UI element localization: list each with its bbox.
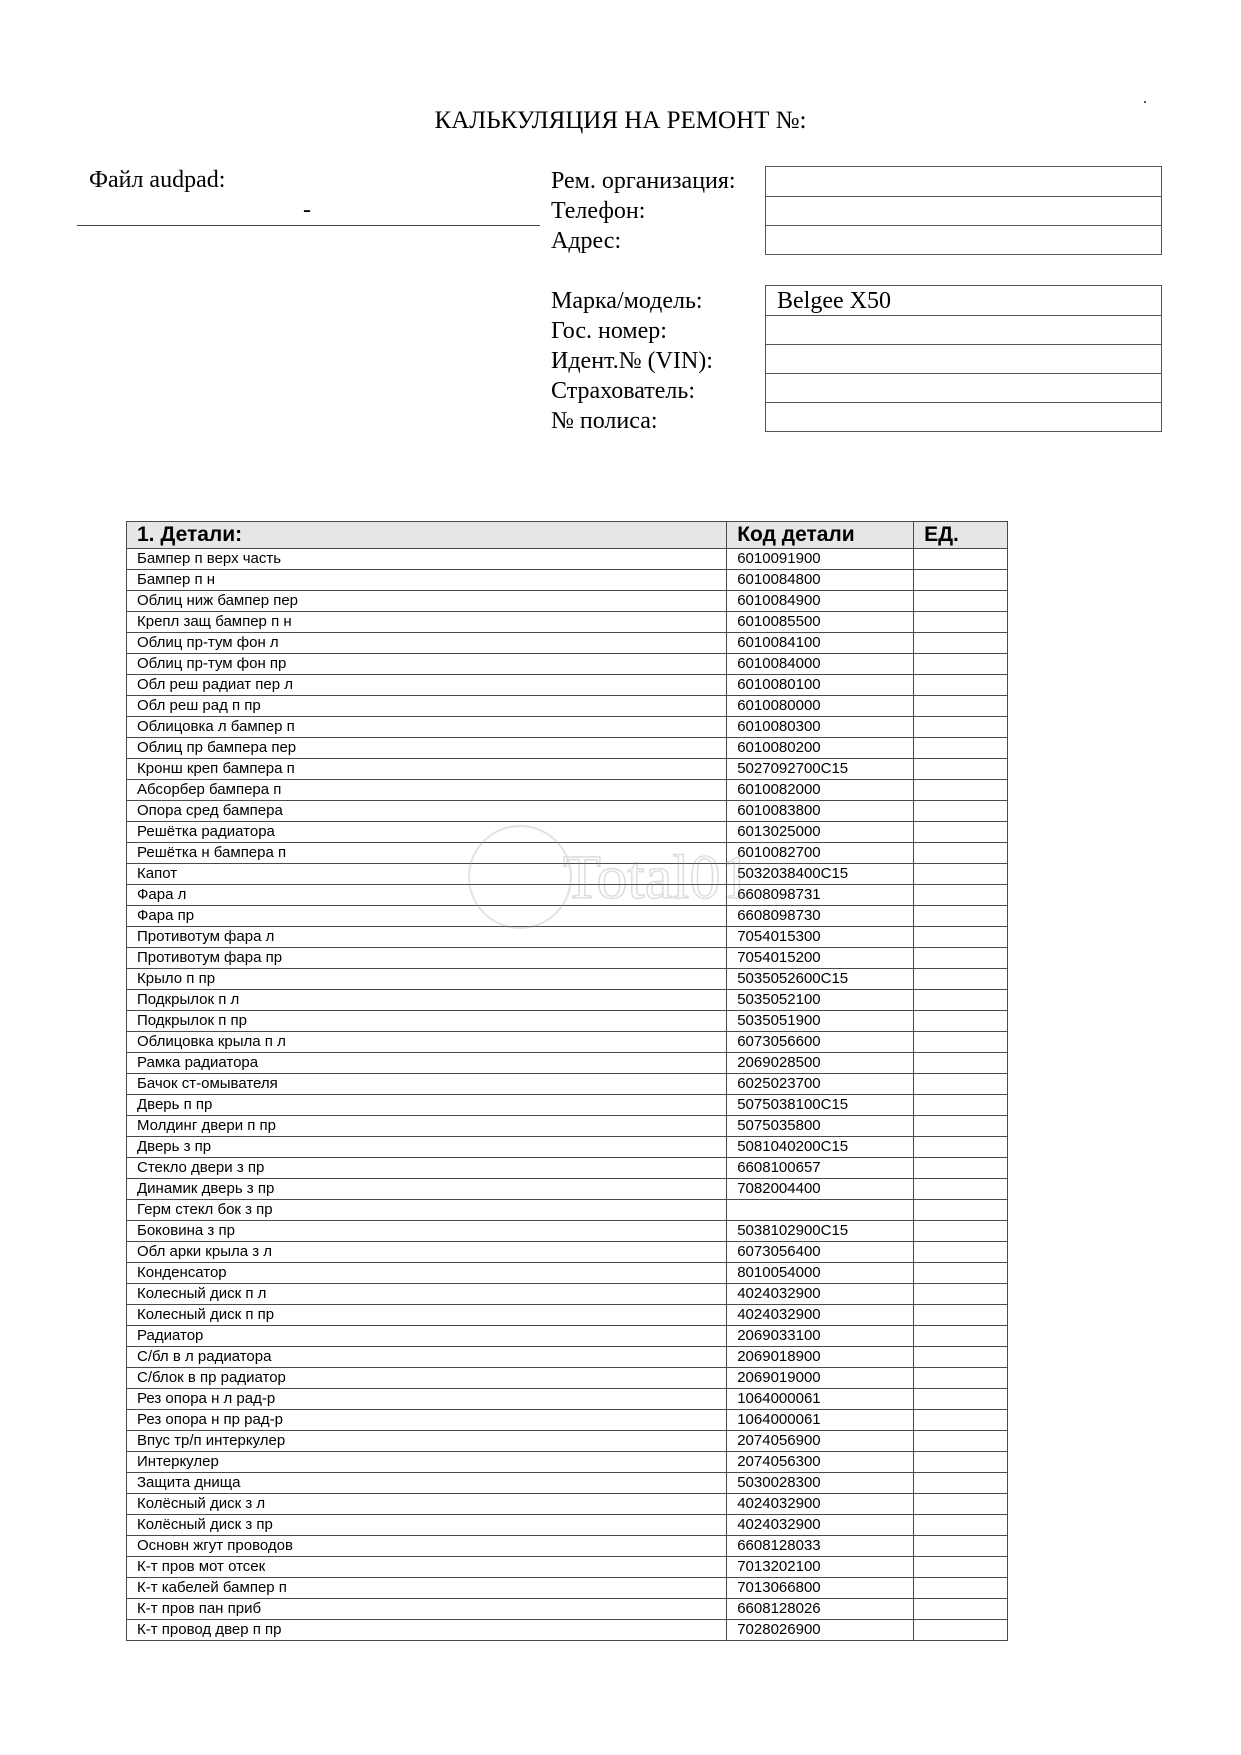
table-row <box>127 654 1008 675</box>
part-code-cell: 6073056400 <box>727 1242 914 1263</box>
part-code-cell: 6010080300 <box>727 717 914 738</box>
file-value: - <box>303 197 311 223</box>
part-code-cell: 6010085500 <box>727 612 914 633</box>
part-unit-cell <box>914 1221 1008 1242</box>
table-row <box>127 1431 1008 1452</box>
header-code: Код детали <box>727 522 914 549</box>
scan-dot-mark <box>1144 101 1146 103</box>
part-unit-cell <box>914 675 1008 696</box>
part-name-cell: Дверь з пр <box>127 1137 727 1158</box>
part-name-cell: Защита днища <box>127 1473 727 1494</box>
table-row <box>127 1557 1008 1578</box>
part-code-cell: 4024032900 <box>727 1305 914 1326</box>
part-code-cell: 6010080000 <box>727 696 914 717</box>
table-row <box>127 1473 1008 1494</box>
part-name-cell: Конденсатор <box>127 1263 727 1284</box>
table-row <box>127 1200 1008 1221</box>
part-unit-cell <box>914 1368 1008 1389</box>
part-name-cell: Бампер п верх часть <box>127 549 727 570</box>
part-code-cell: 5038102900C15 <box>727 1221 914 1242</box>
table-row <box>127 1389 1008 1410</box>
part-name-cell: С/бл в л радиатора <box>127 1347 727 1368</box>
parts-table <box>126 521 1008 1641</box>
part-unit-cell <box>914 843 1008 864</box>
part-unit-cell <box>914 759 1008 780</box>
table-row <box>127 969 1008 990</box>
part-unit-cell <box>914 906 1008 927</box>
part-name-cell: Облиц ниж бампер пер <box>127 591 727 612</box>
part-unit-cell <box>914 990 1008 1011</box>
part-unit-cell <box>914 654 1008 675</box>
part-code-cell: 6010084000 <box>727 654 914 675</box>
file-label: Файл audpad: <box>89 167 226 193</box>
part-name-cell: Опора сред бампера <box>127 801 727 822</box>
part-unit-cell <box>914 969 1008 990</box>
part-unit-cell <box>914 696 1008 717</box>
part-name-cell: Стекло двери з пр <box>127 1158 727 1179</box>
table-row <box>127 885 1008 906</box>
plate-label: Гос. номер: <box>551 318 667 344</box>
vehicle-labels <box>551 286 713 436</box>
part-name-cell: Абсорбер бампера п <box>127 780 727 801</box>
table-row <box>127 1158 1008 1179</box>
part-code-cell: 7028026900 <box>727 1620 914 1641</box>
table-row <box>127 696 1008 717</box>
policy-label: № полиса: <box>551 408 658 434</box>
part-code-cell: 5035052100 <box>727 990 914 1011</box>
part-unit-cell <box>914 1536 1008 1557</box>
part-code-cell: 7013202100 <box>727 1557 914 1578</box>
table-row <box>127 1116 1008 1137</box>
table-row <box>127 759 1008 780</box>
part-unit-cell <box>914 1347 1008 1368</box>
part-name-cell: Динамик дверь з пр <box>127 1179 727 1200</box>
part-code-cell: 6010084800 <box>727 570 914 591</box>
org-label: Рем. организация: <box>551 168 736 194</box>
part-code-cell: 2069019000 <box>727 1368 914 1389</box>
table-row <box>127 1536 1008 1557</box>
part-code-cell: 2074056900 <box>727 1431 914 1452</box>
part-name-cell: Крепл защ бампер п н <box>127 612 727 633</box>
table-header-row <box>127 522 1008 549</box>
part-name-cell: Впус тр/п интеркулер <box>127 1431 727 1452</box>
part-code-cell: 6073056600 <box>727 1032 914 1053</box>
part-unit-cell <box>914 1515 1008 1536</box>
part-name-cell: Облицовка крыла п л <box>127 1032 727 1053</box>
header-parts: 1. Детали: <box>127 522 727 549</box>
table-row <box>127 1032 1008 1053</box>
file-underline <box>77 225 540 226</box>
policy-field[interactable] <box>766 402 1161 431</box>
part-unit-cell <box>914 927 1008 948</box>
part-code-cell: 2069018900 <box>727 1347 914 1368</box>
part-unit-cell <box>914 822 1008 843</box>
table-row <box>127 1578 1008 1599</box>
part-name-cell: Рез опора н л рад-р <box>127 1389 727 1410</box>
table-row <box>127 1347 1008 1368</box>
part-code-cell: 1064000061 <box>727 1410 914 1431</box>
part-code-cell: 4024032900 <box>727 1494 914 1515</box>
part-code-cell: 5075038100C15 <box>727 1095 914 1116</box>
part-code-cell: 6608128033 <box>727 1536 914 1557</box>
part-name-cell: Облицовка л бампер п <box>127 717 727 738</box>
table-row <box>127 1053 1008 1074</box>
part-name-cell: Противотум фара пр <box>127 948 727 969</box>
insured-label: Страхователь: <box>551 378 695 404</box>
table-row <box>127 1221 1008 1242</box>
part-unit-cell <box>914 1242 1008 1263</box>
part-unit-cell <box>914 591 1008 612</box>
part-unit-cell <box>914 1431 1008 1452</box>
org-field[interactable] <box>766 167 1161 196</box>
insured-field[interactable] <box>766 373 1161 402</box>
plate-field[interactable] <box>766 315 1161 344</box>
table-row <box>127 1326 1008 1347</box>
part-name-cell: Дверь п пр <box>127 1095 727 1116</box>
table-row <box>127 1263 1008 1284</box>
part-unit-cell <box>914 1116 1008 1137</box>
part-code-cell: 5030028300 <box>727 1473 914 1494</box>
part-code-cell: 2069033100 <box>727 1326 914 1347</box>
part-name-cell: Обл арки крыла з л <box>127 1242 727 1263</box>
part-code-cell: 2069028500 <box>727 1053 914 1074</box>
table-row <box>127 1620 1008 1641</box>
part-unit-cell <box>914 1053 1008 1074</box>
part-code-cell: 4024032900 <box>727 1284 914 1305</box>
part-code-cell: 7082004400 <box>727 1179 914 1200</box>
table-row <box>127 843 1008 864</box>
part-name-cell: Колесный диск п пр <box>127 1305 727 1326</box>
part-code-cell: 5035051900 <box>727 1011 914 1032</box>
table-row <box>127 1284 1008 1305</box>
part-unit-cell <box>914 1599 1008 1620</box>
part-unit-cell <box>914 1557 1008 1578</box>
part-code-cell: 6010084100 <box>727 633 914 654</box>
part-unit-cell <box>914 885 1008 906</box>
part-unit-cell <box>914 780 1008 801</box>
document-title: КАЛЬКУЛЯЦИЯ НА РЕМОНТ №: <box>434 107 807 134</box>
table-row <box>127 675 1008 696</box>
part-name-cell: Колёсный диск з пр <box>127 1515 727 1536</box>
part-code-cell: 5027092700C15 <box>727 759 914 780</box>
part-name-cell: Фара пр <box>127 906 727 927</box>
address-label: Адрес: <box>551 228 622 254</box>
part-name-cell: Капот <box>127 864 727 885</box>
table-row <box>127 1137 1008 1158</box>
vin-field[interactable] <box>766 344 1161 373</box>
part-code-cell: 6608098731 <box>727 885 914 906</box>
part-unit-cell <box>914 1074 1008 1095</box>
table-row <box>127 1515 1008 1536</box>
part-unit-cell <box>914 1032 1008 1053</box>
header-unit: ЕД. <box>914 522 1008 549</box>
model-label: Марка/модель: <box>551 288 703 314</box>
part-code-cell: 6013025000 <box>727 822 914 843</box>
part-code-cell: 2074056300 <box>727 1452 914 1473</box>
part-unit-cell <box>914 948 1008 969</box>
part-unit-cell <box>914 1137 1008 1158</box>
vin-label: Идент.№ (VIN): <box>551 348 713 374</box>
table-row <box>127 927 1008 948</box>
part-name-cell: Кронш креп бампера п <box>127 759 727 780</box>
part-code-cell: 5081040200C15 <box>727 1137 914 1158</box>
part-name-cell: Решётка радиатора <box>127 822 727 843</box>
part-code-cell: 7013066800 <box>727 1578 914 1599</box>
part-code-cell: 1064000061 <box>727 1389 914 1410</box>
part-unit-cell <box>914 1284 1008 1305</box>
part-code-cell: 6010080200 <box>727 738 914 759</box>
part-code-cell: 6010091900 <box>727 549 914 570</box>
model-field[interactable]: Belgee X50 <box>777 288 891 314</box>
part-unit-cell <box>914 1095 1008 1116</box>
table-row <box>127 612 1008 633</box>
part-name-cell: Решётка н бампера п <box>127 843 727 864</box>
table-row <box>127 801 1008 822</box>
table-row <box>127 1452 1008 1473</box>
table-row <box>127 864 1008 885</box>
part-unit-cell <box>914 1452 1008 1473</box>
part-name-cell: С/блок в пр радиатор <box>127 1368 727 1389</box>
table-row <box>127 549 1008 570</box>
table-row <box>127 717 1008 738</box>
part-name-cell: Обл реш рад п пр <box>127 696 727 717</box>
part-name-cell: Бачок ст-омывателя <box>127 1074 727 1095</box>
part-name-cell: Подкрылок п пр <box>127 1011 727 1032</box>
part-code-cell: 6010084900 <box>727 591 914 612</box>
phone-label: Телефон: <box>551 198 646 224</box>
part-name-cell: Интеркулер <box>127 1452 727 1473</box>
part-code-cell: 7054015300 <box>727 927 914 948</box>
table-row <box>127 1074 1008 1095</box>
part-unit-cell <box>914 1389 1008 1410</box>
vehicle-fields <box>765 285 1162 432</box>
part-name-cell: Колесный диск п л <box>127 1284 727 1305</box>
part-unit-cell <box>914 801 1008 822</box>
part-code-cell <box>727 1200 914 1221</box>
part-name-cell: К-т кабелей бампер п <box>127 1578 727 1599</box>
part-code-cell: 6608128026 <box>727 1599 914 1620</box>
part-name-cell: Противотум фара л <box>127 927 727 948</box>
organization-labels <box>551 166 736 256</box>
part-unit-cell <box>914 1473 1008 1494</box>
part-unit-cell <box>914 1200 1008 1221</box>
part-name-cell: Основн жгут проводов <box>127 1536 727 1557</box>
part-name-cell: Подкрылок п л <box>127 990 727 1011</box>
part-name-cell: Облиц пр-тум фон пр <box>127 654 727 675</box>
part-name-cell: Колёсный диск з л <box>127 1494 727 1515</box>
table-row <box>127 948 1008 969</box>
part-code-cell: 6010082700 <box>727 843 914 864</box>
table-row <box>127 780 1008 801</box>
part-unit-cell <box>914 549 1008 570</box>
part-code-cell: 6608098730 <box>727 906 914 927</box>
table-row <box>127 1011 1008 1032</box>
table-row <box>127 591 1008 612</box>
address-field[interactable] <box>766 225 1161 254</box>
parts-table-body <box>127 549 1008 1641</box>
part-name-cell: Рамка радиатора <box>127 1053 727 1074</box>
part-code-cell: 6608100657 <box>727 1158 914 1179</box>
part-unit-cell <box>914 570 1008 591</box>
part-unit-cell <box>914 1620 1008 1641</box>
part-name-cell: К-т пров мот отсек <box>127 1557 727 1578</box>
watermark-text: Total01 <box>563 844 752 912</box>
table-row <box>127 1599 1008 1620</box>
part-code-cell: 6025023700 <box>727 1074 914 1095</box>
phone-field[interactable] <box>766 196 1161 225</box>
part-name-cell: К-т пров пан приб <box>127 1599 727 1620</box>
part-unit-cell <box>914 633 1008 654</box>
part-name-cell: Облиц пр-тум фон л <box>127 633 727 654</box>
table-row <box>127 633 1008 654</box>
part-unit-cell <box>914 717 1008 738</box>
table-row <box>127 1095 1008 1116</box>
table-row <box>127 822 1008 843</box>
part-name-cell: Бампер п н <box>127 570 727 591</box>
table-row <box>127 1494 1008 1515</box>
part-unit-cell <box>914 1263 1008 1284</box>
part-unit-cell <box>914 738 1008 759</box>
part-name-cell: К-т провод двер п пр <box>127 1620 727 1641</box>
part-name-cell: Обл реш радиат пер л <box>127 675 727 696</box>
part-code-cell: 5035052600C15 <box>727 969 914 990</box>
table-row <box>127 1242 1008 1263</box>
part-name-cell: Герм стекл бок з пр <box>127 1200 727 1221</box>
part-code-cell: 5075035800 <box>727 1116 914 1137</box>
part-name-cell: Рез опора н пр рад-р <box>127 1410 727 1431</box>
part-name-cell: Облиц пр бампера пер <box>127 738 727 759</box>
part-unit-cell <box>914 1011 1008 1032</box>
table-row <box>127 906 1008 927</box>
table-row <box>127 1179 1008 1200</box>
part-unit-cell <box>914 1158 1008 1179</box>
part-unit-cell <box>914 1179 1008 1200</box>
part-name-cell: Боковина з пр <box>127 1221 727 1242</box>
part-code-cell: 7054015200 <box>727 948 914 969</box>
part-code-cell: 4024032900 <box>727 1515 914 1536</box>
organization-fields <box>765 166 1162 255</box>
part-name-cell: Фара л <box>127 885 727 906</box>
part-code-cell: 6010080100 <box>727 675 914 696</box>
part-name-cell: Молдинг двери п пр <box>127 1116 727 1137</box>
part-unit-cell <box>914 1305 1008 1326</box>
table-row <box>127 570 1008 591</box>
part-code-cell: 5032038400C15 <box>727 864 914 885</box>
part-unit-cell <box>914 612 1008 633</box>
part-unit-cell <box>914 1578 1008 1599</box>
part-unit-cell <box>914 1326 1008 1347</box>
part-code-cell: 6010083800 <box>727 801 914 822</box>
table-row <box>127 1368 1008 1389</box>
table-row <box>127 738 1008 759</box>
part-unit-cell <box>914 1410 1008 1431</box>
table-row <box>127 1305 1008 1326</box>
part-code-cell: 8010054000 <box>727 1263 914 1284</box>
table-row <box>127 990 1008 1011</box>
part-name-cell: Радиатор <box>127 1326 727 1347</box>
part-name-cell: Крыло п пр <box>127 969 727 990</box>
part-code-cell: 6010082000 <box>727 780 914 801</box>
part-unit-cell <box>914 1494 1008 1515</box>
part-unit-cell <box>914 864 1008 885</box>
table-row <box>127 1410 1008 1431</box>
